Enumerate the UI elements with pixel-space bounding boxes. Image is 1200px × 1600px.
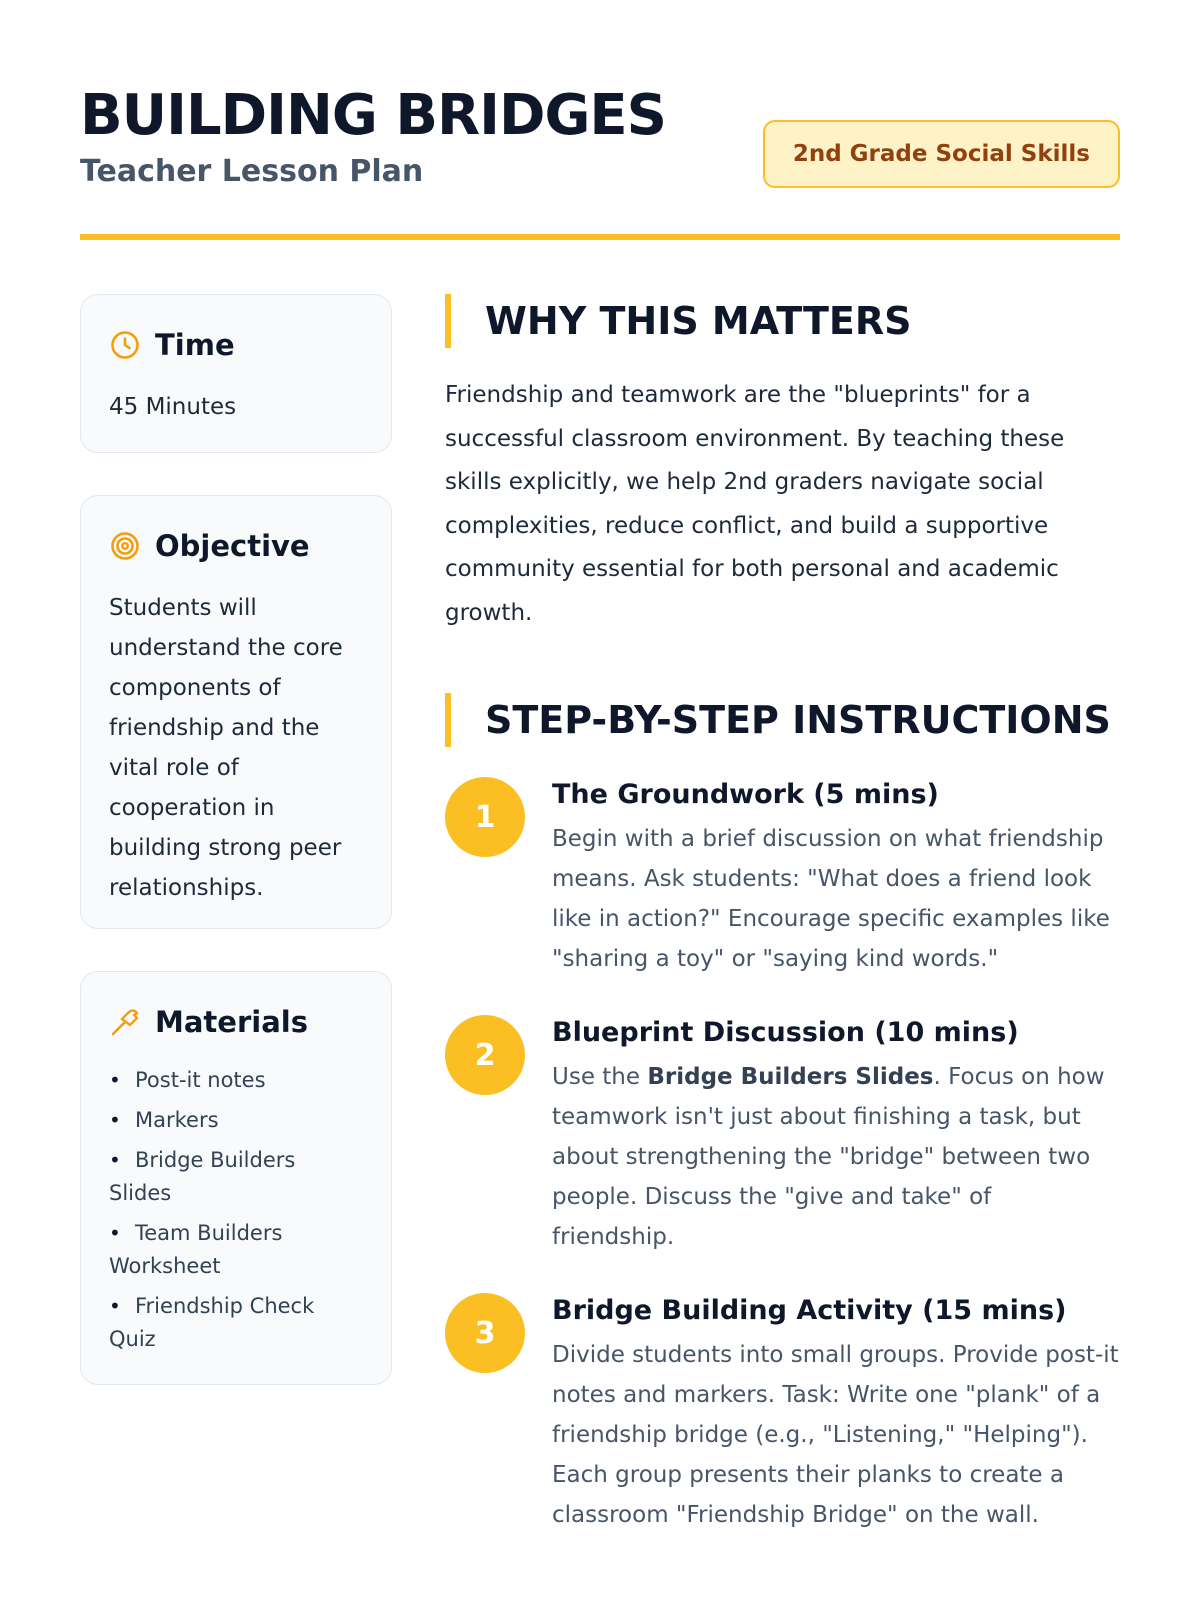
grade-badge: 2nd Grade Social Skills <box>763 120 1120 188</box>
time-value: 45 Minutes <box>109 394 237 420</box>
time-card <box>80 294 392 453</box>
page-title: BUILDING BRIDGES <box>80 83 666 148</box>
hammer-icon <box>109 1006 141 1038</box>
list-item: • Team Builders Worksheet <box>109 1217 363 1283</box>
step-title: Blueprint Discussion (10 mins) <box>552 1017 1019 1048</box>
lesson-plan-page <box>80 0 1120 1600</box>
steps-section-title: STEP-BY-STEP INSTRUCTIONS <box>485 698 1111 742</box>
list-item: • Friendship Check Quiz <box>109 1290 363 1356</box>
list-item: • Bridge Builders Slides <box>109 1144 363 1210</box>
header-divider <box>80 234 1120 240</box>
step-text: Divide students into small groups. Provide post-it notes and markers. Task: Write one "plank" of a friendship bridge (e.g., "Listening," "Helping"). Each group presents their planks to create a classroom "Friendship Bridge" on the wall. <box>552 1342 1119 1528</box>
step-title: The Groundwork (5 mins) <box>552 779 939 810</box>
time-card-header <box>109 325 363 365</box>
materials-card-title: Materials <box>155 1005 308 1039</box>
list-item: • Post-it notes <box>109 1064 363 1097</box>
step-number-badge: 3 <box>445 1293 525 1373</box>
step-item <box>445 1291 1120 1535</box>
list-item: • Markers <box>109 1104 363 1137</box>
step-text-part: Use the <box>552 1064 648 1090</box>
step-title: Bridge Building Activity (15 mins) <box>552 1295 1067 1326</box>
materials-card <box>80 971 392 1385</box>
header <box>80 80 1120 240</box>
step-item <box>445 775 1120 979</box>
objective-card-header <box>109 526 363 566</box>
objective-card <box>80 495 392 929</box>
objective-text: Students will understand the core components of friendship and the vital role of cooperation in building strong peer relationships. <box>109 595 343 901</box>
target-icon <box>109 530 141 562</box>
step-text-emphasis: Bridge Builders Slides <box>647 1064 934 1090</box>
objective-card-title: Objective <box>155 529 310 563</box>
step-text: Begin with a brief discussion on what friendship means. Ask students: "What does a friend look like in action?" Encourage specific examples like "sharing a toy" or "saying kind words." <box>552 826 1110 972</box>
why-section-header <box>445 294 1120 348</box>
steps-list <box>445 775 1120 1535</box>
page-subtitle: Teacher Lesson Plan <box>80 154 424 189</box>
materials-card-header <box>109 1002 363 1042</box>
step-text-part: . Focus on how teamwork isn't just about finishing a task, but about strengthening the "bridge" between two people. Discuss the "give and take" of friendship. <box>552 1064 1105 1250</box>
main-content <box>445 294 1120 1569</box>
step-text <box>552 1057 1120 1257</box>
step-item <box>445 1013 1120 1257</box>
sidebar <box>80 294 392 1427</box>
clock-icon <box>109 329 141 361</box>
step-number-badge: 1 <box>445 777 525 857</box>
materials-list <box>109 1064 363 1356</box>
why-section-title: WHY THIS MATTERS <box>485 299 912 343</box>
steps-section-header <box>445 693 1120 747</box>
why-text: Friendship and teamwork are the "blueprints" for a successful classroom environment. By teaching these skills explicitly, we help 2nd graders navigate social complexities, reduce conflict, and build a supportive community essential for both personal and academic growth. <box>445 382 1065 626</box>
step-number-badge: 2 <box>445 1015 525 1095</box>
time-card-title: Time <box>155 328 235 362</box>
